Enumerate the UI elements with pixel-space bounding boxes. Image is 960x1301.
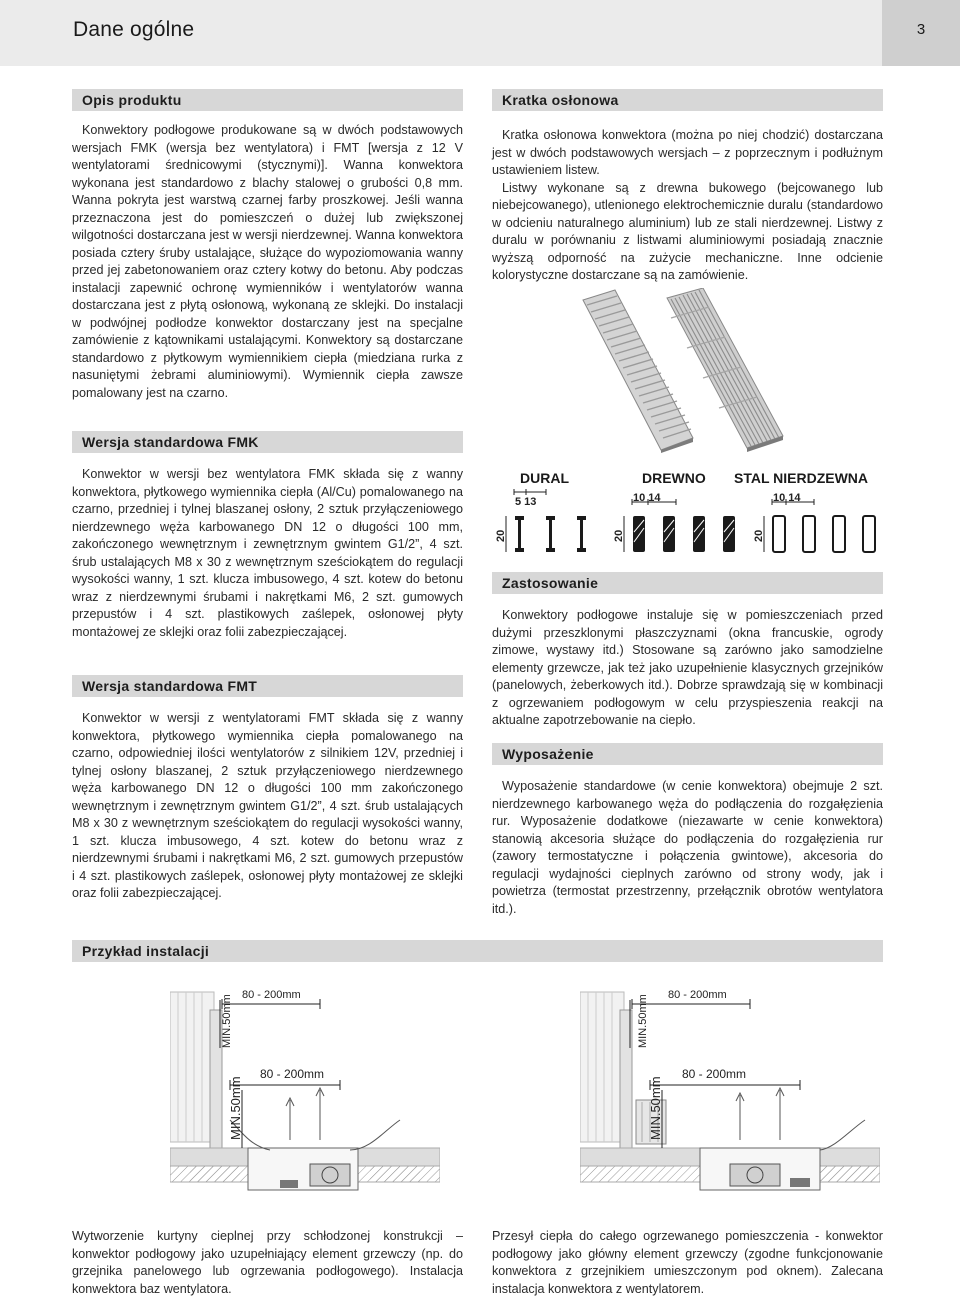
section-heading-zastosowanie: Zastosowanie: [492, 572, 883, 594]
wyposazenie-text: [492, 778, 883, 918]
drewno-profile: [613, 492, 735, 552]
min-side-left: MIN.50mm: [228, 1076, 243, 1140]
page-number: 3: [916, 21, 926, 38]
stal-profile: [753, 492, 875, 552]
min-side-right: MIN.50mm: [648, 1076, 663, 1140]
dim-mid-left: 80 - 200mm: [260, 1067, 325, 1081]
section-heading-fmt: Wersja standardowa FMT: [72, 675, 463, 697]
dim-top-left: 80 - 200mm: [242, 989, 301, 1001]
dural-height: 20: [495, 529, 507, 542]
caption-right: Przesył ciepła do całego ogrzewanego pomieszczenia - konwektor podłogowy jako główny element grzewczy (zgodne funkcjonowanie konwektora z grzejnikiem umieszczonym pod oknem). Zalecana instalacja konwektora z wentylatorem.: [492, 1229, 883, 1296]
min-top-left: MIN.50mm: [221, 994, 233, 1048]
profile-label-stal: STAL NIERDZEWNA: [734, 470, 869, 486]
drewno-dimensions: 10 14: [633, 492, 661, 504]
section-heading-przyklad: Przykład instalacji: [72, 940, 883, 962]
kratka-paragraph-2: Listwy wykonane są z drewna bukowego (bejcowanego lub niebejcowanego), utlenionego elektrochemicznie duralu (standardowo w odcieniu naturalnego aluminium) lub ze stali nierdzewnej. Listwy z duralu w porównaniu z listwami aluminiowymi posiadają znacznie wyższą odporność na zużycie mechaniczne. Inne odcienie kolorystyczne dostarczane są na zamówienie.: [492, 180, 883, 282]
zastosowanie-text: [492, 607, 883, 730]
fmk-text: [72, 466, 463, 641]
installation-drawing-right: [580, 980, 880, 1210]
dural-dimensions: 5 13: [515, 496, 537, 508]
section-heading-opis: Opis produktu: [72, 89, 463, 111]
grille-illustration: [575, 288, 795, 453]
profile-label-dural: DURAL: [520, 470, 569, 486]
fmk-paragraph: Konwektor w wersji bez wentylatora FMK składa się z wanny konwektora, płytkowego wymiennika ciepła (Al/Cu) pomalowanego na czarno, przedniej i tylnej blaszanej osłony, 2 sztuk przyłączeniowego nierdzewnego węża karbowanego DN 12 o długości 100 mm, zakończonego wewnętrznym i zewnętrznym gwintem G1/2”, 4 szt. śrub ustalających M8 x 30 z wewnętrznym sześciokątem do regulacji wysokości wanny, 1 szt. klucza imbusowego, 4 szt. kotew do betonu wraz z nierdzewnymi śrubami i nakrętkami M6, 2 szt. gumowych przepustów i 4 szt. plastikowych zaślepek, osłonowej płyty montażowej ze sklejki oraz folii zabezpieczającej.: [72, 467, 463, 639]
slat-profiles-diagram: [490, 462, 890, 562]
dim-top-right: 80 - 200mm: [668, 989, 727, 1001]
dural-profile: [495, 489, 586, 552]
section-heading-kratka: Kratka osłonowa: [492, 89, 883, 111]
kratka-text: [492, 127, 883, 285]
zastosowanie-paragraph: Konwektory podłogowe instaluje się w pomieszczeniach przed dużymi przeszklonymi płaszczyznami (okna francuskie, ogrody zimowe, wystawy itd.) Stosowane są zarówno jako samodzielne elementy grzewcze, jak też jako uzupełnienie klasycznych grzejników (panelowych, żeberkowych itd.). Dobrze sprawdzają się w kombinacji z ogrzewaniem podłogowym w celu przyspieszenia reakcji na aktualne zapotrzebowanie na ciepło.: [492, 608, 883, 727]
opis-paragraph: Konwektory podłogowe produkowane są w dwóch podstawowych wersjach FMK (wersja bez wentylatora) i FMT [wersja z 12 V wentylatorami średnicowymi (stycznymi)]. Wanna konwektora wykonana jest standardowo z blachy stalowej o grubości 0,8 mm. Wanna pokryta jest warstwą czarnej farby proszkowej. Jeśli wanna przeznaczona jest do pomieszczeń o dużej lub zwiększonej wilgotności dostarczana jest w wersji nierdzewnej. Wanna konwektora posiada cztery śruby ustalające, służące do wypoziomowania wanny przed jej zabetonowaniem oraz cztery kotwy do betonu. Aby podczas instalacji zapewnić ochronę wymienników i wentylatorów wanna dostarczana jest z płytą osłonową, wykonaną ze sklejki. Do instalacji w podwójnej podłodze konwektor dostarczany jest na specjalne zamówienie z kątownikami ustalającymi. Konwektory są dostarczane standardowo z płytkowym wymiennikiem ciepła (miedziana rurka z nasuniętymi żebrami aluminiowymi). Wymiennik ciepła zawsze pomalowany jest na czarno.: [72, 123, 463, 400]
profile-label-drewno: DREWNO: [642, 470, 706, 486]
drewno-height: 20: [613, 529, 625, 542]
dim-mid-right: 80 - 200mm: [682, 1067, 747, 1081]
stal-dimensions: 10 14: [773, 492, 801, 504]
caption-left: Wytworzenie kurtyny cieplnej przy schłodzonej konstrukcji – konwektor podłogowy jako uzupełniający element grzewczy (np. do grzejnika panelowego lub ogrzewania podłogowego). Instalacja konwektora baz wentylatora.: [72, 1229, 463, 1296]
page-header: [0, 0, 960, 66]
section-heading-fmk: Wersja standardowa FMK: [72, 431, 463, 453]
fmt-paragraph: Konwektor w wersji z wentylatorami FMT składa się z wanny konwektora, płytkowego wymiennika ciepła pomalowanego na czarno, odpowiedniej ilości wentylatorów z silnikiem 12V, przedniej i tylnej osłony blaszanej, 2 sztuk przyłączeniowego nierdzewnego węża karbowanego DN 12 o długości 100 mm zakończonego wewnętrznym i zewnętrznym gwintem G1/2”, 4 szt. śrub ustalających M8 x 30 z wewnętrznym sześciokątem do regulacji wysokości wanny, 1 szt. klucza imbusowego, 4 szt. kotew do betonu wraz z nierdzewnymi śrubami i nakrętkami M6, 2 szt. gumowych przepustów i 4 szt. plastikowych zaślepek, osłonowej płyty montażowej ze sklejki oraz folii zabezpieczającej.: [72, 711, 463, 900]
kratka-paragraph-1: Kratka osłonowa konwektora (można po niej chodzić) dostarczana jest w dwóch podstawowych wersjach – z poprzecznym i podłużnym ustawieniem listew.: [492, 128, 883, 177]
min-top-right: MIN.50mm: [637, 994, 649, 1048]
page-number-box: [882, 0, 960, 66]
section-heading-wyposazenie: Wyposażenie: [492, 743, 883, 765]
opis-text: [72, 122, 463, 402]
page-title: Dane ogólne: [73, 18, 195, 41]
fmt-text: [72, 710, 463, 903]
stal-height: 20: [753, 529, 765, 542]
wyposazenie-paragraph: Wyposażenie standardowe (w cenie konwektora) obejmuje 2 szt. nierdzewnego karbowanego węża do podłączenia do rozgałęzienia rur. Wyposażenie dodatkowe (niezawarte w cenie konwektora) stanowią akcesoria służące do podłączenia do rozgałęzienia rur (zawory termostatyczne i połączenia gwintowe), akcesoria do regulacji wydajności cieplnych zarówno od strony wody, jak i powietrza (termostat przestrzenny, przełącznik obrotów wentylatora itd.).: [492, 779, 883, 916]
installation-drawing-left: [170, 980, 440, 1210]
